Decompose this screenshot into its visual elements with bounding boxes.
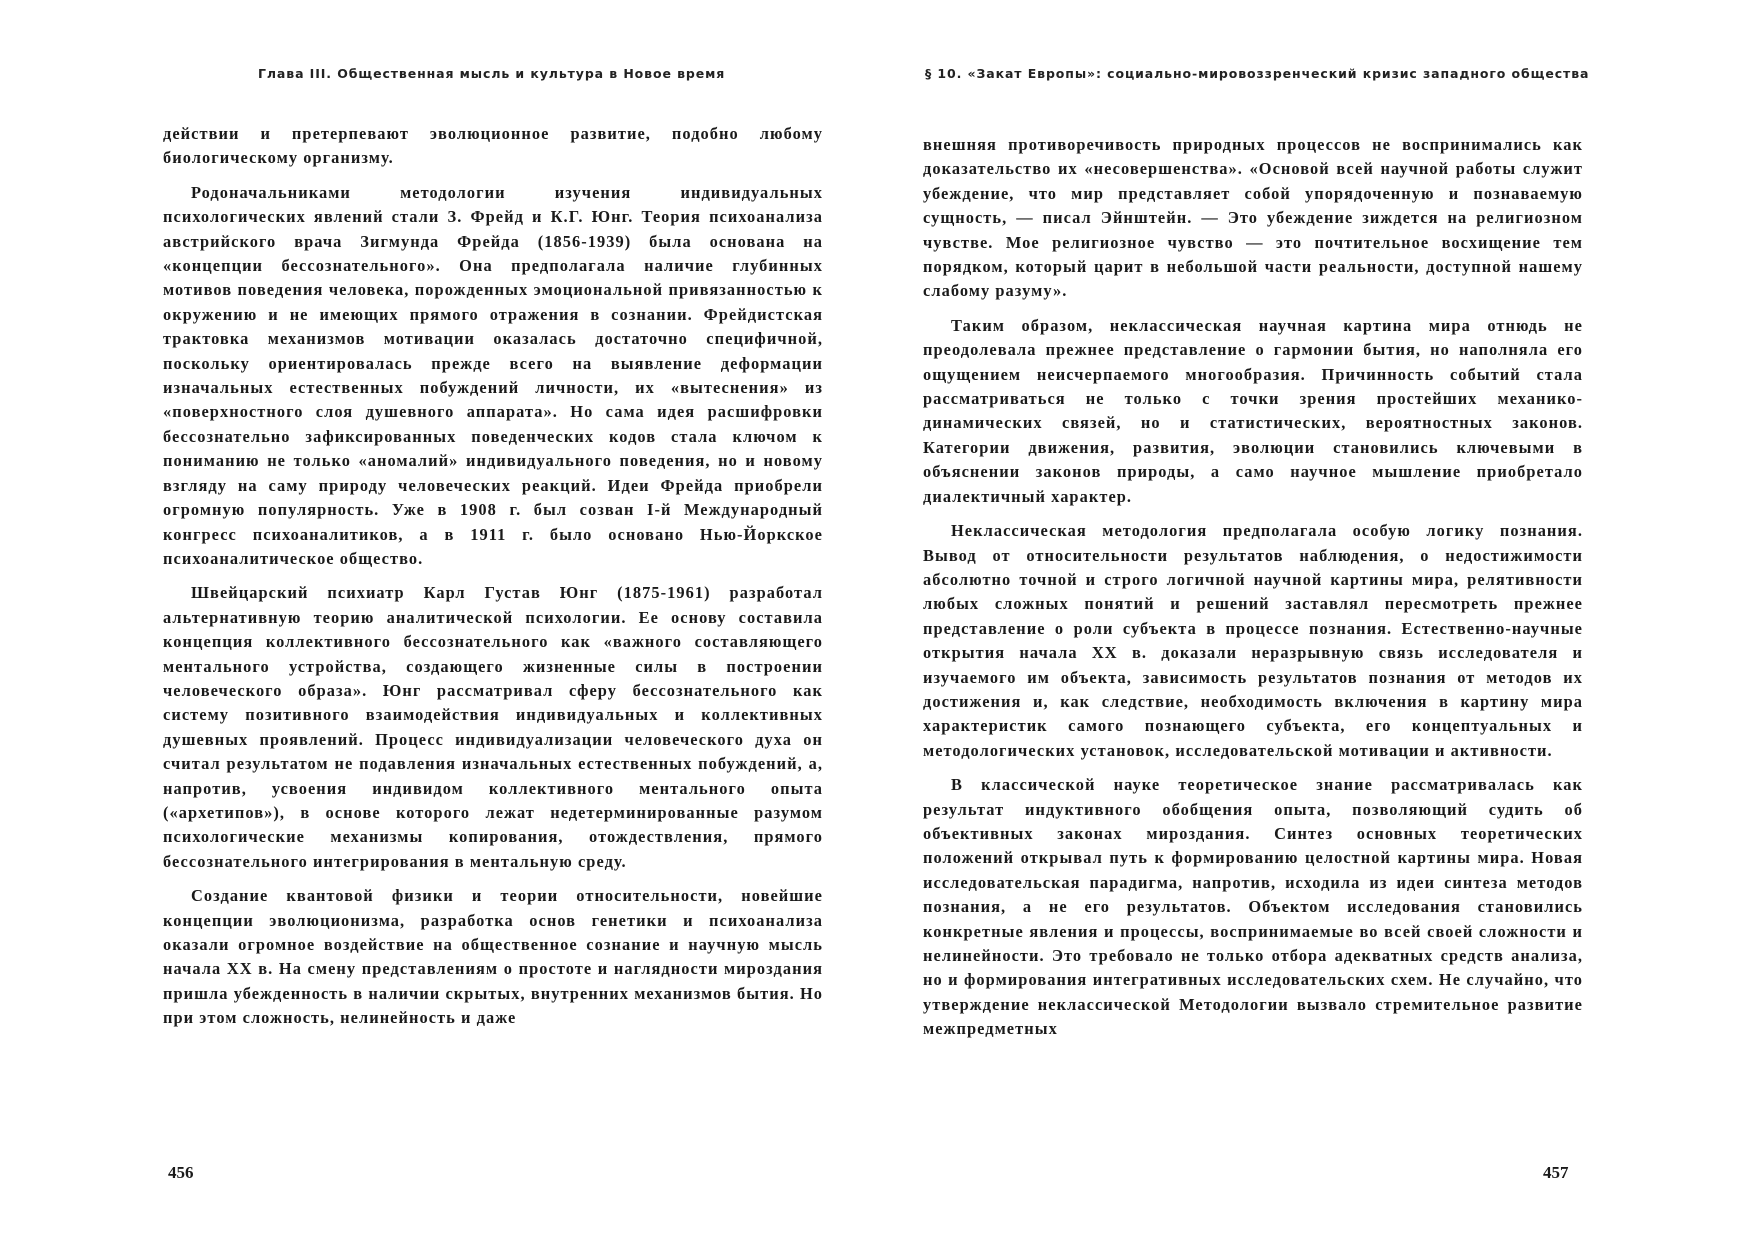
paragraph: Швейцарский психиатр Карл Густав Юнг (1875-1961) разработал альтернативную теорию аналитической психологии. Ее основу составила концепция коллективного бессознательного как «важного составляющего ментального устройства, создающего жизненные силы в построении человеческого образа». Юнг рассматривал сферу бессознательного как систему позитивного взаимодействия индивидуальных и коллективных душевных проявлений. Процесс индивидуализации человеческого духа он считал результатом не подавления изначальных естественных побуждений, а, напротив, усвоения индивидом коллективного ментального опыта («архетипов»), в основе которого лежат недетерминированные разумом психологические механизмы копирования, отождествления, прямого бессознательного интегрирования в ментальную среду. [163, 583, 823, 871]
body-text [163, 122, 823, 1031]
running-head: Глава III. Общественная мысль и культура в Новое время [258, 66, 726, 81]
page-number: 457 [1543, 1163, 1569, 1182]
right-page [877, 0, 1754, 1239]
running-head: § 10. «Закат Европы»: социально-мировоззренческий кризис западного общества [925, 66, 1590, 81]
paragraph: Таким образом, неклассическая научная картина мира отнюдь не преодолевала прежнее представление о гармонии бытия, но наполняла его ощущением неисчерпаемого многообразия. Причинность событий стала рассматриваться не только с точки зрения простейших механико-динамических связей, но и статистических, вероятностных законов. Категории движения, развития, эволюции становились ключевыми в объяснении законов природы, а само научное мышление приобретало диалектичный характер. [923, 315, 1583, 506]
body-text [923, 133, 1583, 1042]
page-number: 456 [168, 1163, 194, 1182]
paragraph: Создание квантовой физики и теории относительности, новейшие концепции эволюционизма, разработка основ генетики и психоанализа оказали огромное воздействие на общественное сознание и научную мысль начала XX в. На смену представлениям о простоте и наглядности мироздания пришла убежденность в наличии скрытых, внутренних механизмов бытия. Но при этом сложность, нелинейность и даже [163, 886, 823, 1028]
paragraph: В классической науке теоретическое знание рассматривалась как результат индуктивного обобщения опыта, позволяющий судить об объективных законах мироздания. Синтез основных теоретических положений открывал путь к формированию целостной картины мира. Новая исследовательская парадигма, напротив, исходила из идеи синтеза методов познания, а не его результатов. Объектом исследования становились конкретные явления и процессы, воспринимаемые во всей своей сложности и нелинейности. Это требовало не только отбора адекватных средств анализа, но и формирования интегративных исследовательских схем. Не случайно, что утверждение неклассической Методологии вызвало стремительное развитие межпредметных [923, 775, 1583, 1039]
paragraph: Неклассическая методология предполагала особую логику познания. Вывод от относительности результатов наблюдения, о недостижимости абсолютно точной и строго логичной научной картины мира, релятивности любых сложных понятий и решений заставлял пересмотреть прежнее представление о роли субъекта в процессе познания. Естественно-научные открытия начала XX в. доказали неразрывную связь исследователя и изучаемого им объекта, зависимость результатов познания от методов их достижения и, как следствие, необходимость включения в картину мира характеристик самого познающего субъекта, его концептуальных и методологических установок, исследовательской мотивации и активности. [923, 521, 1583, 760]
paragraph: внешняя противоречивость природных процессов не воспринимались как доказательство их «несовершенства». «Основой всей научной работы служит убеждение, что мир представляет собой упорядоченную и познаваемую сущность, — писал Эйнштейн. — Это убеждение зиждется на религиозном чувстве. Мое религиозное чувство — это почтительное восхищение тем порядком, который царит в небольшой части реальности, доступной нашему слабому разуму». [923, 135, 1583, 301]
paragraph: действии и претерпевают эволюционное развитие, подобно любому биологическому организму. [163, 124, 823, 168]
paragraph: Родоначальниками методологии изучения индивидуальных психологических явлений стали З. Фрейд и К.Г. Юнг. Теория психоанализа австрийского врача Зигмунда Фрейда (1856-1939) была основана на «концепции бессознательного». Она предполагала наличие глубинных мотивов поведения человека, порожденных эмоциональной привязанностью к окружению и не имеющих прямого отражения в сознании. Фрейдистская трактовка механизмов мотивации оказалась достаточно специфичной, поскольку ориентировалась прежде всего на выявление деформации изначальных естественных побуждений личности, их «вытеснения» из «поверхностного слоя душевного аппарата». Но сама идея расшифровки бессознательно зафиксированных поведенческих кодов стала ключом к пониманию не только «аномалий» индивидуального поведения, но и новому взгляду на саму природу человеческих реакций. Идеи Фрейда приобрели огромную популярность. Уже в 1908 г. был созван I-й Международный конгресс психоаналитиков, а в 1911 г. было основано Нью-Йоркское психоаналитическое общество. [163, 182, 823, 568]
